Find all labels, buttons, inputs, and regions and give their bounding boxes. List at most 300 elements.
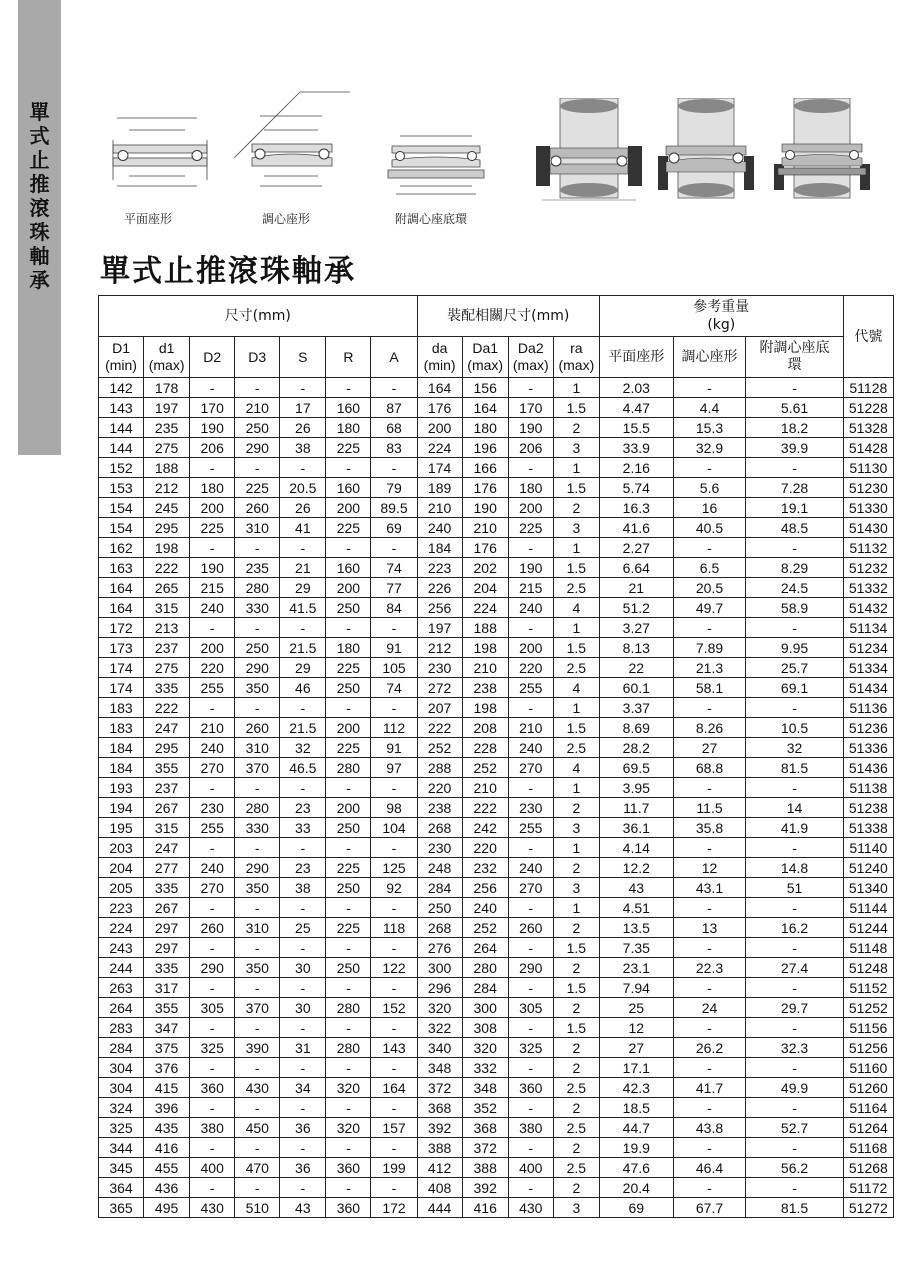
table-cell: 154 [99, 518, 144, 538]
table-row [99, 1018, 894, 1038]
table-cell: 160 [326, 398, 371, 418]
side-tab-char: 滾 [29, 196, 50, 220]
table-cell: 238 [462, 678, 508, 698]
table-cell: 223 [99, 898, 144, 918]
table-cell: - [673, 1058, 746, 1078]
table-cell: 430 [190, 1198, 235, 1218]
table-cell: 32.9 [673, 438, 746, 458]
table-cell: 41.5 [280, 598, 326, 618]
table-cell: 223 [417, 558, 462, 578]
table-cell: 97 [371, 758, 417, 778]
table-row [99, 1198, 894, 1218]
table-cell: - [746, 838, 843, 858]
table-cell: 280 [326, 998, 371, 1018]
table-cell: 2.5 [553, 578, 599, 598]
table-cell: 325 [190, 1038, 235, 1058]
table-cell: 51340 [843, 878, 893, 898]
table-cell: 164 [417, 378, 462, 398]
table-cell: - [280, 838, 326, 858]
table-cell: - [371, 458, 417, 478]
table-cell: - [280, 978, 326, 998]
table-cell: 16.2 [746, 918, 843, 938]
table-cell: 416 [462, 1198, 508, 1218]
table-cell: 380 [508, 1118, 553, 1138]
table-cell: 220 [190, 658, 235, 678]
column-header-w-flat [599, 337, 673, 378]
table-cell: 300 [462, 998, 508, 1018]
table-cell: - [746, 538, 843, 558]
table-cell: 335 [144, 958, 190, 978]
table-cell: 18.2 [746, 418, 843, 438]
table-cell: 232 [462, 858, 508, 878]
table-cell: 260 [235, 498, 280, 518]
table-cell: 435 [144, 1118, 190, 1138]
table-cell: - [371, 1018, 417, 1038]
table-cell: - [190, 1178, 235, 1198]
table-cell: 320 [417, 998, 462, 1018]
table-cell: - [326, 838, 371, 858]
table-cell: 51434 [843, 678, 893, 698]
table-row [99, 618, 894, 638]
table-cell: 198 [144, 538, 190, 558]
header-dimensions: 尺寸(mm) [99, 296, 418, 337]
table-cell: 245 [144, 498, 190, 518]
table-cell: 305 [508, 998, 553, 1018]
table-cell: 243 [99, 938, 144, 958]
table-cell: 224 [462, 598, 508, 618]
table-cell: 183 [99, 718, 144, 738]
table-cell: 7.89 [673, 638, 746, 658]
table-cell: 268 [417, 818, 462, 838]
table-cell: - [235, 1058, 280, 1078]
table-cell: 24.5 [746, 578, 843, 598]
column-header-line1: R [343, 348, 354, 365]
table-cell: - [326, 1018, 371, 1038]
table-cell: 320 [326, 1118, 371, 1138]
table-cell: 252 [462, 758, 508, 778]
table-cell: 14.8 [746, 858, 843, 878]
table-cell: 2 [553, 498, 599, 518]
table-cell: 144 [99, 438, 144, 458]
table-cell: 3 [553, 878, 599, 898]
table-cell: 69.1 [746, 678, 843, 698]
table-cell: 17.1 [599, 1058, 673, 1078]
table-cell: - [673, 458, 746, 478]
table-cell: - [508, 898, 553, 918]
table-cell: 376 [144, 1058, 190, 1078]
table-cell: 360 [326, 1158, 371, 1178]
table-cell: 264 [99, 998, 144, 1018]
table-cell: 315 [144, 818, 190, 838]
table-cell: 29 [280, 578, 326, 598]
table-cell: 30 [280, 998, 326, 1018]
table-row [99, 478, 894, 498]
table-cell: 43.1 [673, 878, 746, 898]
table-cell: 347 [144, 1018, 190, 1038]
table-cell: 51338 [843, 818, 893, 838]
table-cell: 200 [326, 718, 371, 738]
column-header-line2: (min) [423, 357, 456, 373]
table-cell: 317 [144, 978, 190, 998]
table-cell: 164 [462, 398, 508, 418]
table-row [99, 998, 894, 1018]
column-header-da [417, 337, 462, 378]
diagram-seat-washer [380, 130, 492, 202]
table-cell: - [235, 778, 280, 798]
table-cell: 210 [462, 658, 508, 678]
table-cell: 263 [99, 978, 144, 998]
table-cell: 272 [417, 678, 462, 698]
side-tab-char: 式 [29, 124, 50, 148]
table-cell: - [326, 618, 371, 638]
table-cell: 42.3 [599, 1078, 673, 1098]
table-cell: 170 [190, 398, 235, 418]
table-cell: 48.5 [746, 518, 843, 538]
table-cell: 2 [553, 1098, 599, 1118]
table-cell: 250 [326, 878, 371, 898]
table-row [99, 1078, 894, 1098]
table-cell: 51148 [843, 938, 893, 958]
table-cell: 295 [144, 518, 190, 538]
table-cell: 380 [190, 1118, 235, 1138]
table-cell: 3.95 [599, 778, 673, 798]
table-cell: 11.5 [673, 798, 746, 818]
table-cell: 36 [280, 1158, 326, 1178]
table-cell: 20.4 [599, 1178, 673, 1198]
side-tab-char: 珠 [29, 220, 50, 244]
table-cell: - [235, 1018, 280, 1038]
table-cell: 180 [462, 418, 508, 438]
table-cell: 197 [417, 618, 462, 638]
table-cell: 350 [235, 678, 280, 698]
table-cell: 280 [235, 578, 280, 598]
table-cell: 51128 [843, 378, 893, 398]
table-cell: 250 [326, 818, 371, 838]
table-cell: 280 [326, 758, 371, 778]
table-cell: - [508, 1178, 553, 1198]
table-cell: 51138 [843, 778, 893, 798]
table-cell: 190 [190, 558, 235, 578]
table-cell: 225 [508, 518, 553, 538]
table-cell: 180 [326, 418, 371, 438]
table-cell: 180 [326, 638, 371, 658]
table-cell: 2.16 [599, 458, 673, 478]
table-row [99, 698, 894, 718]
table-cell: 41.9 [746, 818, 843, 838]
table-cell: - [326, 1138, 371, 1158]
table-cell: - [235, 838, 280, 858]
table-cell: 105 [371, 658, 417, 678]
table-cell: - [371, 1178, 417, 1198]
table-cell: 1 [553, 378, 599, 398]
table-cell: 51136 [843, 698, 893, 718]
table-cell: 1 [553, 778, 599, 798]
table-cell: - [235, 618, 280, 638]
table-row [99, 418, 894, 438]
table-cell: 1.5 [553, 398, 599, 418]
table-cell: 325 [508, 1038, 553, 1058]
table-row [99, 1098, 894, 1118]
column-header-r [326, 337, 371, 378]
table-cell: 222 [144, 558, 190, 578]
table-cell: 29.7 [746, 998, 843, 1018]
table-cell: 388 [462, 1158, 508, 1178]
table-cell: - [508, 378, 553, 398]
table-cell: 304 [99, 1078, 144, 1098]
table-cell: - [235, 698, 280, 718]
table-cell: 2 [553, 1038, 599, 1058]
table-cell: 308 [462, 1018, 508, 1038]
table-cell: 280 [462, 958, 508, 978]
table-cell: - [190, 1098, 235, 1118]
table-cell: 340 [417, 1038, 462, 1058]
table-cell: 388 [417, 1138, 462, 1158]
table-cell: 174 [99, 658, 144, 678]
table-cell: 84 [371, 598, 417, 618]
table-cell: 280 [235, 798, 280, 818]
column-header-ra [553, 337, 599, 378]
table-cell: 52.7 [746, 1118, 843, 1138]
table-cell: 248 [417, 858, 462, 878]
table-cell: - [235, 978, 280, 998]
column-header-line1: A [389, 348, 399, 365]
table-cell: 6.64 [599, 558, 673, 578]
table-cell: 224 [99, 918, 144, 938]
table-cell: 152 [371, 998, 417, 1018]
table-cell: 184 [99, 758, 144, 778]
table-cell: 98 [371, 798, 417, 818]
table-cell: - [746, 1018, 843, 1038]
table-cell: 7.35 [599, 938, 673, 958]
table-cell: 310 [235, 738, 280, 758]
column-header-da2 [508, 337, 553, 378]
bearing-spec-table [98, 295, 894, 1218]
table-cell: 345 [99, 1158, 144, 1178]
column-header-line1: 平面座形 [608, 348, 665, 365]
table-cell: - [673, 538, 746, 558]
table-cell: 174 [417, 458, 462, 478]
table-cell: 1 [553, 698, 599, 718]
table-cell: 252 [462, 918, 508, 938]
table-cell: - [508, 838, 553, 858]
table-cell: 212 [144, 478, 190, 498]
table-row [99, 518, 894, 538]
table-cell: 194 [99, 798, 144, 818]
table-cell: 44.7 [599, 1118, 673, 1138]
table-cell: 2 [553, 858, 599, 878]
table-cell: 4 [553, 678, 599, 698]
table-cell: 296 [417, 978, 462, 998]
table-cell: 1.5 [553, 638, 599, 658]
table-cell: - [371, 1058, 417, 1078]
table-cell: 350 [235, 878, 280, 898]
header-code: 代號 [843, 296, 893, 378]
table-cell: 247 [144, 838, 190, 858]
table-cell: 51330 [843, 498, 893, 518]
table-cell: - [280, 938, 326, 958]
table-cell: 225 [326, 658, 371, 678]
column-header-line1: 附調心座底 [759, 340, 830, 356]
table-cell: 470 [235, 1158, 280, 1178]
table-cell: 112 [371, 718, 417, 738]
table-cell: 170 [508, 398, 553, 418]
table-cell: 355 [144, 758, 190, 778]
table-cell: 230 [417, 838, 462, 858]
table-cell: 195 [99, 818, 144, 838]
column-header-line1: S [298, 348, 308, 365]
table-cell: - [508, 778, 553, 798]
table-cell: 20.5 [280, 478, 326, 498]
table-cell: 16 [673, 498, 746, 518]
table-cell: 290 [508, 958, 553, 978]
table-cell: 396 [144, 1098, 190, 1118]
table-row [99, 1058, 894, 1078]
table-cell: 164 [99, 598, 144, 618]
table-cell: 21.5 [280, 718, 326, 738]
table-cell: - [371, 1138, 417, 1158]
table-cell: 256 [462, 878, 508, 898]
table-cell: - [508, 698, 553, 718]
table-cell: 255 [190, 678, 235, 698]
table-cell: 188 [462, 618, 508, 638]
table-cell: 250 [326, 678, 371, 698]
diagram-mounting-aligning [656, 98, 756, 206]
column-header-line1: Da2 [517, 340, 544, 356]
table-cell: 320 [462, 1038, 508, 1058]
table-cell: 51328 [843, 418, 893, 438]
side-tab [18, 0, 61, 455]
table-cell: 240 [508, 738, 553, 758]
table-cell: 11.7 [599, 798, 673, 818]
header-weight-line2: (kg) [707, 317, 736, 333]
table-cell: 2 [553, 998, 599, 1018]
table-cell: 2 [553, 918, 599, 938]
table-cell: 352 [462, 1098, 508, 1118]
table-cell: 9.95 [746, 638, 843, 658]
table-cell: 283 [99, 1018, 144, 1038]
column-header-d3 [235, 337, 280, 378]
table-row [99, 378, 894, 398]
table-cell: 69 [599, 1198, 673, 1218]
table-cell: 280 [326, 1038, 371, 1058]
table-cell: 210 [462, 518, 508, 538]
table-cell: 215 [508, 578, 553, 598]
column-header-d1 [99, 337, 144, 378]
table-row [99, 678, 894, 698]
table-cell: 8.69 [599, 718, 673, 738]
column-header-line1: D2 [203, 348, 222, 365]
table-cell: 207 [417, 698, 462, 718]
table-cell: 180 [508, 478, 553, 498]
table-cell: 47.6 [599, 1158, 673, 1178]
table-cell: 235 [144, 418, 190, 438]
side-tab-char: 承 [29, 268, 50, 292]
table-cell: 270 [190, 758, 235, 778]
table-cell: 436 [144, 1178, 190, 1198]
table-cell: - [371, 618, 417, 638]
table-cell: 58.1 [673, 678, 746, 698]
table-row [99, 758, 894, 778]
table-cell: 68.8 [673, 758, 746, 778]
table-cell: 25 [599, 998, 673, 1018]
table-cell: 265 [144, 578, 190, 598]
table-cell: 350 [235, 958, 280, 978]
table-cell: 67.7 [673, 1198, 746, 1218]
table-cell: 2 [553, 1058, 599, 1078]
table-cell: 208 [462, 718, 508, 738]
column-header-d2 [190, 337, 235, 378]
table-cell: 14 [746, 798, 843, 818]
table-cell: 23 [280, 858, 326, 878]
table-cell: 20.5 [673, 578, 746, 598]
table-cell: 203 [99, 838, 144, 858]
table-cell: - [235, 1178, 280, 1198]
table-cell: 183 [99, 698, 144, 718]
table-cell: 25.7 [746, 658, 843, 678]
table-cell: 2 [553, 418, 599, 438]
table-cell: 15.3 [673, 418, 746, 438]
table-cell: 39.9 [746, 438, 843, 458]
table-cell: 416 [144, 1138, 190, 1158]
table-cell: 276 [417, 938, 462, 958]
table-cell: 190 [190, 418, 235, 438]
table-cell: 91 [371, 638, 417, 658]
table-cell: 176 [462, 478, 508, 498]
table-cell: 3 [553, 818, 599, 838]
table-cell: 255 [508, 818, 553, 838]
table-cell: - [371, 938, 417, 958]
table-cell: 2 [553, 958, 599, 978]
column-header-line2: (max) [512, 357, 549, 373]
table-cell: 23.1 [599, 958, 673, 978]
table-cell: 51332 [843, 578, 893, 598]
table-cell: 4 [553, 598, 599, 618]
table-cell: - [746, 898, 843, 918]
table-cell: 16.3 [599, 498, 673, 518]
table-cell: - [280, 1018, 326, 1038]
table-cell: 26.2 [673, 1038, 746, 1058]
table-cell: 1 [553, 458, 599, 478]
table-cell: 27 [599, 1038, 673, 1058]
table-cell: 83 [371, 438, 417, 458]
table-cell: - [371, 1098, 417, 1118]
table-cell: 180 [190, 478, 235, 498]
table-cell: - [371, 778, 417, 798]
table-cell: - [673, 938, 746, 958]
table-cell: 284 [462, 978, 508, 998]
table-cell: 1.5 [553, 938, 599, 958]
table-cell: 51230 [843, 478, 893, 498]
table-cell: 173 [99, 638, 144, 658]
table-cell: 163 [99, 558, 144, 578]
table-cell: 51334 [843, 658, 893, 678]
table-cell: 235 [235, 558, 280, 578]
table-cell: 51256 [843, 1038, 893, 1058]
table-cell: 220 [462, 838, 508, 858]
table-row [99, 818, 894, 838]
column-header-a [371, 337, 417, 378]
table-cell: 310 [235, 518, 280, 538]
column-header-line2: (max) [148, 357, 185, 373]
table-cell: 164 [99, 578, 144, 598]
table-cell: 27.4 [746, 958, 843, 978]
table-cell: 1.5 [553, 478, 599, 498]
table-cell: 36 [280, 1118, 326, 1138]
table-cell: 3.37 [599, 698, 673, 718]
table-cell: 267 [144, 898, 190, 918]
table-cell: 495 [144, 1198, 190, 1218]
table-cell: - [280, 618, 326, 638]
